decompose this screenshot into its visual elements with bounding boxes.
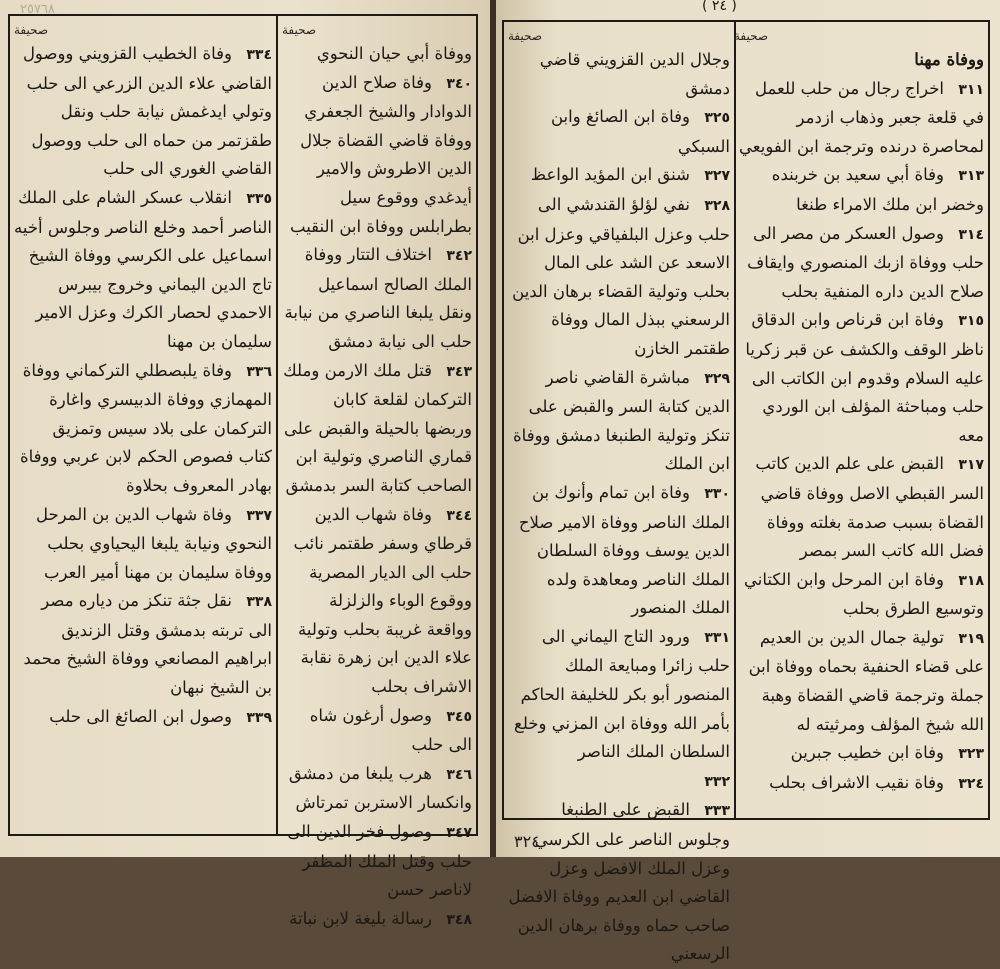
- left-column-b: [14, 22, 272, 732]
- entry-text: مباشرة القاضي ناصر الدين كتابة السر والقبض على تنكز وتولية الطنبغا دمشق ووفاة ابن الملك: [513, 367, 730, 474]
- entry-text: وصول فخر الدين الى حلب وقتل الملك المظفر لاناصر حسن: [287, 822, 472, 900]
- index-entry: [734, 306, 984, 450]
- entry-text: ورود التاج اليماني الى حلب زائرا ومبايعة الملك المنصور أبو بكر للخليفة الحاكم بأمر الله ووفاة ابن المزني وخلع السلطان الملك الناصر: [514, 626, 730, 762]
- entry-text: نفي لؤلؤ القندشي الى حلب وعزل البلفياقي وعزل ابن الاسعد عن الشد على المال بحلب وتولية القضاء برهان الدين الرسعني ببذل المال ووفاة طقتمر الخازن: [512, 194, 730, 358]
- entry-page-number: ٣٣٨: [246, 594, 272, 611]
- entry-page-number: ٣٣٩: [246, 709, 272, 726]
- index-entry: [282, 905, 472, 935]
- entry-page-number: ٣٤٢: [446, 248, 472, 265]
- page-number-bottom: ٣٢٤: [514, 832, 540, 851]
- entry-page-number: ٣٤٠: [446, 75, 472, 92]
- index-entry: [282, 501, 472, 702]
- index-entry: [734, 220, 984, 307]
- column-heading: صحيفة: [14, 23, 49, 37]
- entry-page-number: ٣٣٠: [704, 485, 730, 502]
- index-entry: [508, 623, 730, 767]
- right-column-a: [734, 28, 984, 798]
- entry-page-number: ٣٣٥: [246, 190, 272, 207]
- index-entry: [282, 69, 472, 242]
- entry-page-number: ٣٣٤: [246, 47, 272, 63]
- column-divider: [276, 16, 278, 834]
- entry-page-number: ٣٤٣: [446, 363, 472, 380]
- column-heading: صحيفة: [508, 29, 543, 43]
- index-entry: [734, 566, 984, 624]
- entry-text: ووفاة أبي حيان النحوي: [316, 44, 472, 63]
- index-entry: [508, 767, 730, 797]
- entry-page-number: ٣٢٤: [958, 775, 984, 792]
- entry-text: وفاة الخطيب القزويني ووصول القاضي علاء الدين الزرعي الى حلب وتولي ايدغمش نيابة حلب ونقل طقزتمر من حماه الى حلب ووصول القاضي الغوري الى حلب: [22, 44, 272, 179]
- entry-text: تولية جمال الدين بن العديم على قضاء الحنفية بحماه ووفاة ابن جملة وترجمة قاضي القضاة وهبة الله شيخ المؤلف ومرثيته له: [748, 627, 984, 734]
- entry-text: وصول ابن الصائغ الى حلب: [49, 706, 232, 726]
- entry-page-number: ٣٤٦: [446, 766, 472, 783]
- left-page-frame: [8, 14, 478, 928]
- index-entry: [14, 40, 272, 184]
- index-entry: [508, 46, 730, 103]
- index-entry: [508, 796, 730, 969]
- entry-page-number: ٣١٧: [958, 457, 984, 474]
- entry-text: وفاة شهاب الدين قرطاي وسفر طقتمر نائب حلب الى الديار المصرية ووقوع الوباء والزلزلة وواقعة غريبة بحلب وتولية علاء الدين ابن زهرة نقابة الاشراف بحلب: [293, 504, 472, 697]
- entry-page-number: ٣١٩: [958, 630, 984, 647]
- index-entry: [734, 450, 984, 565]
- left-page: [0, 0, 492, 928]
- entry-page-number: ٣٤٧: [446, 825, 472, 842]
- index-entry: [282, 40, 472, 69]
- index-entry: [508, 103, 730, 161]
- column-heading: صحيفة: [282, 23, 317, 37]
- index-entry: [734, 75, 984, 162]
- entry-page-number: ٣١٤: [958, 226, 984, 243]
- entry-text: رسالة بليغة لابن نباتة: [289, 908, 432, 928]
- entry-page-number: ٣١١: [958, 81, 984, 98]
- index-entry: [734, 739, 984, 769]
- entry-page-number: ٣٢٩: [704, 370, 730, 387]
- left-column-a: [282, 22, 472, 934]
- index-entry: [14, 184, 272, 357]
- entry-page-number: ٣٤٥: [446, 708, 472, 725]
- entry-text: ووفاة مهنا: [914, 50, 984, 69]
- entry-page-number: ٣٣٦: [246, 363, 272, 380]
- entry-text: شنق ابن المؤيد الواعظ: [530, 165, 690, 185]
- index-entry: [508, 191, 730, 364]
- entry-text: وفاة صلاح الدين الدوادار والشيخ الجعفري ووفاة قاضي القضاة جلال الدين الاطروش والامير أيدغدي ووقوع سيل بطرابلس ووفاة ابن النقيب: [290, 72, 472, 236]
- entry-page-number: ٣٤٤: [446, 507, 472, 524]
- entry-page-number: ٣٢٧: [704, 168, 730, 185]
- column-heading: صحيفة: [734, 29, 769, 43]
- library-stamp: ٢٥٧٦٨: [20, 2, 55, 17]
- entry-page-number: ٣٢٨: [704, 197, 730, 214]
- index-entry: [508, 364, 730, 479]
- index-entry: [734, 624, 984, 739]
- right-column-b: [508, 28, 730, 969]
- entry-text: اختلاف التتار ووفاة الملك الصالح اسماعيل ونقل يلبغا الناصري من نيابة حلب الى نيابة دمشق: [284, 245, 472, 351]
- entry-page-number: ٣٤٨: [446, 911, 472, 928]
- index-entry: [282, 760, 472, 818]
- entry-text: وفاة ابن المرحل وابن الكتاني وتوسيع الطرق بحلب: [744, 569, 984, 619]
- index-entry: [282, 702, 472, 760]
- entry-page-number: ٣١٥: [958, 313, 984, 330]
- entry-text: وصول أرغون شاه الى حلب: [309, 705, 472, 755]
- entry-page-number: ٣١٨: [958, 572, 984, 589]
- entry-text: وفاة يلبصطلي التركماني ووفاة المهمازي ووفاة الدبيسري واغارة التركمان على بلاد سيس وتمزيق كتاب فصوص الحكم لابن عربي ووفاة بهادر المعروف بحلاوة: [20, 360, 272, 495]
- index-entry: [14, 357, 272, 501]
- entry-text: وفاة أبي سعيد بن خربنده وخضر ابن ملك الامراء طنغا: [771, 165, 984, 214]
- entry-text: وفاة ابن الصائغ وابن السبكي: [550, 107, 730, 156]
- index-entry: [734, 161, 984, 219]
- entry-text: القبض على علم الدين كاتب السر القبطي الاصل ووفاة قاضي القضاة بسبب صدمة بغلته ووفاة فضل الله كاتب السر بمصر: [755, 454, 984, 561]
- entry-text: وصول العسكر من مصر الى حلب ووفاة ازبك المنصوري وايقاف صلاح الدين داره المنفية بحلب: [747, 223, 984, 301]
- entry-page-number: ٣٣٧: [246, 507, 272, 524]
- entry-text: قتل ملك الارمن وملك التركمان لقلعة كابان وربضها بالحيلة والقبض على قماري الناصري وتولية ابن الصاحب كتابة السر بدمشق: [283, 360, 472, 495]
- index-entry: [508, 479, 730, 623]
- right-page-frame: [502, 20, 990, 964]
- index-entry: [14, 501, 272, 588]
- entry-text: وفاة شهاب الدين بن المرحل النحوي ونيابة يلبغا اليحياوي بحلب ووفاة سليمان بن مهنا أمير العرب: [35, 504, 272, 582]
- entry-page-number: ٣٢٣: [958, 746, 984, 763]
- index-entry: [282, 241, 472, 356]
- index-entry: [734, 769, 984, 799]
- index-entry: [282, 818, 472, 905]
- index-entry: [508, 161, 730, 191]
- entry-page-number: ٣٣١: [704, 629, 730, 646]
- entry-text: انقلاب عسكر الشام على الملك الناصر أحمد وخلع الناصر وجلوس أخيه اسماعيل على الكرسي ووفاة الشيخ تاج الدين اليماني وخروج بيبرس الاحمدي لحصار الكرك وعزل الامير سليمان بن مهنا: [14, 187, 272, 351]
- index-entry: [282, 357, 472, 501]
- entry-page-number: ٣٣٣: [704, 803, 730, 820]
- entry-page-number: ٣٣٢: [704, 773, 730, 790]
- entry-text: اخراج رجال من حلب للعمل في قلعة جعبر وذهاب ازدمر لمحاصرة درنده وترجمة ابن الفويعي: [739, 78, 984, 156]
- entry-text: وفاة ابن تمام وأنوك بن الملك الناصر ووفاة الامير صلاح الدين يوسف ووفاة السلطان الملك الناصر ومعاهدة ولده الملك المنصور: [518, 482, 730, 618]
- index-entry: [734, 46, 984, 75]
- entry-text: هرب يلبغا من دمشق وانكسار الاستربن تمرتاش: [288, 763, 472, 813]
- index-entry: [14, 703, 272, 733]
- entry-text: القبض على الطنبغا وجلوس الناصر على الكرسي وعزل الملك الافضل وعزل القاضي ابن العديم ووفاة الافضل صاحب حماه ووفاة برهان الدين الرسعني: [508, 800, 730, 964]
- entry-page-number: ٣٢٥: [704, 110, 730, 127]
- entry-text: وفاة ابن خطيب جبرين: [790, 743, 944, 763]
- page-number-top: ( ٢٤ ): [702, 0, 737, 14]
- entry-text: وفاة ابن قرناص وابن الدقاق ناظر الوقف والكشف عن قبر زكريا عليه السلام وقدوم ابن الكاتب الى حلب ومباحثة المؤلف ابن الوردي معه: [745, 310, 984, 445]
- entry-page-number: ٣١٣: [958, 168, 984, 185]
- entry-text: نقل جثة تنكز من دياره مصر الى تربته بدمشق وقتل الزنديق ابراهيم المصانعي ووفاة الشيخ محمد بن الشيخ نبهان: [23, 591, 272, 698]
- index-entry: [14, 587, 272, 702]
- entry-text: وجلال الدين القزويني قاضي دمشق: [539, 50, 730, 98]
- entry-text: وفاة نقيب الاشراف بحلب: [769, 772, 944, 792]
- right-page: [496, 0, 1000, 964]
